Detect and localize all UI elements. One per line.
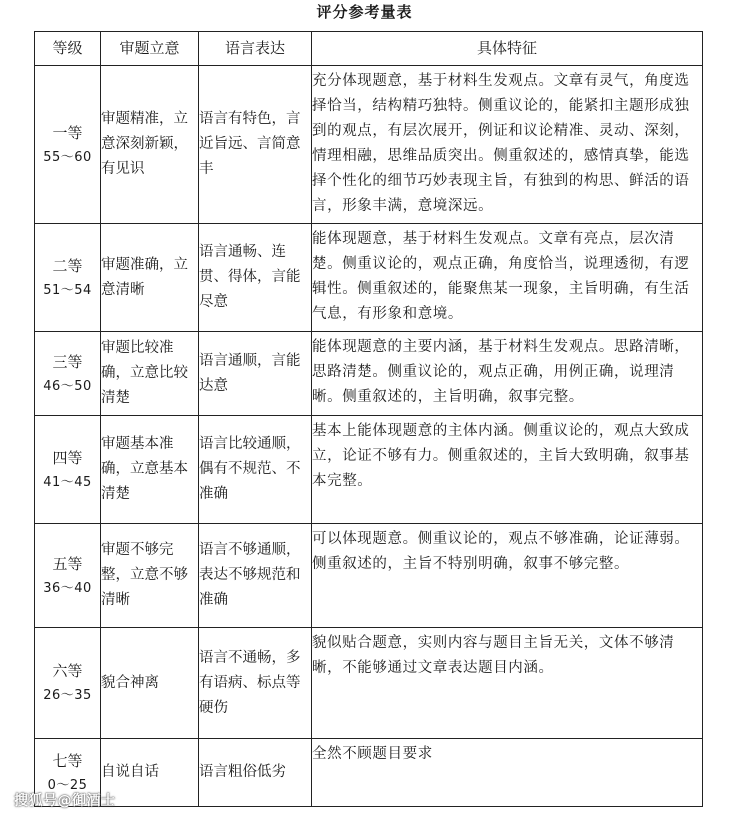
language-cell: 语言通顺，言能达意 <box>199 332 312 416</box>
page-title: 评分参考量表 <box>316 3 413 21</box>
features-cell: 能体现题意的主要内涵，基于材料生发观点。思路清晰，思路清楚。侧重议论的，观点正确，用例正确，说理清晰。侧重叙述的，主旨明确，叙事完整。 <box>312 332 703 416</box>
topic-cell: 审题基本准确，立意基本清楚 <box>101 416 199 524</box>
grade-cell <box>35 524 101 628</box>
table-row <box>35 224 703 332</box>
header-features: 具体特征 <box>312 32 703 66</box>
features-cell: 基本上能体现题意的主体内涵。侧重议论的，观点大致成立，论证不够有力。侧重叙述的，主旨大致明确，叙事基本完整。 <box>312 416 703 524</box>
grade-range: 36～40 <box>43 580 92 596</box>
header-topic: 审题立意 <box>101 32 199 66</box>
features-cell: 能体现题意，基于材料生发观点。文章有亮点，层次清楚。侧重议论的，观点正确，角度恰当，说理透彻，有逻辑性。侧重叙述的，能聚焦某一现象，主旨明确，有生活气息，有形象和意境。 <box>312 224 703 332</box>
grade-cell <box>35 628 101 739</box>
topic-cell: 审题比较准确，立意比较清楚 <box>101 332 199 416</box>
features-cell: 貌似贴合题意，实则内容与题目主旨无关，文体不够清晰，不能够通过文章表达题目内涵。 <box>312 628 703 739</box>
topic-cell: 貌合神离 <box>101 628 199 739</box>
topic-cell: 审题精准，立意深刻新颖，有见识 <box>101 66 199 224</box>
watermark: 搜狐号@御酒士 <box>14 793 116 809</box>
language-cell: 语言比较通顺，偶有不规范、不准确 <box>199 416 312 524</box>
features-cell: 充分体现题意，基于材料生发观点。文章有灵气，角度选择恰当，结构精巧独特。侧重议论的，能紧扣主题形成独到的观点，有层次展开，例证和议论精准、灵动、深刻，情理相融，思维品质突出。侧重叙述的，感情真挚，能选择个性化的细节巧妙表现主旨，有独到的构思、鲜活的语言，形象丰满，意境深远。 <box>312 66 703 224</box>
grade-range: 26～35 <box>43 688 92 703</box>
table-row <box>35 524 703 628</box>
grade-cell <box>35 224 101 332</box>
language-cell: 语言通畅、连贯、得体，言能尽意 <box>199 224 312 332</box>
grade-cell <box>35 416 101 524</box>
language-cell: 语言不够通顺，表达不够规范和准确 <box>199 524 312 628</box>
topic-cell: 审题不够完整，立意不够清晰 <box>101 524 199 628</box>
grade-range: 51～54 <box>43 282 92 298</box>
grade-name: 七等 <box>52 751 83 770</box>
header-language: 语言表达 <box>199 32 312 66</box>
table-row <box>35 332 703 416</box>
grade-range: 46～50 <box>43 378 92 394</box>
grade-cell <box>35 332 101 416</box>
grade-name: 一等 <box>52 123 83 142</box>
language-cell: 语言粗俗低劣 <box>199 739 312 807</box>
table-row <box>35 416 703 524</box>
table-row <box>35 739 703 807</box>
score-table <box>34 31 703 807</box>
table-row <box>35 628 703 739</box>
table-header-row <box>35 32 703 66</box>
language-cell: 语言不通畅，多有语病、标点等硬伤 <box>199 628 312 739</box>
topic-cell: 自说自话 <box>101 739 199 807</box>
topic-cell: 审题准确，立意清晰 <box>101 224 199 332</box>
grade-name: 六等 <box>52 662 83 680</box>
grade-cell <box>35 66 101 224</box>
grade-range: 0～25 <box>47 777 88 793</box>
language-cell: 语言有特色，言近旨远、言简意丰 <box>199 66 312 224</box>
table-row <box>35 66 703 224</box>
grade-range: 55～60 <box>43 149 92 165</box>
features-cell: 全然不顾题目要求 <box>312 739 703 807</box>
grade-name: 五等 <box>52 554 83 573</box>
grade-name: 四等 <box>52 448 83 467</box>
header-grade: 等级 <box>35 32 101 66</box>
grade-range: 41～45 <box>43 474 92 490</box>
grade-name: 三等 <box>52 352 83 371</box>
grade-name: 二等 <box>52 256 83 275</box>
features-cell: 可以体现题意。侧重议论的，观点不够准确，论证薄弱。侧重叙述的，主旨不特别明确，叙事不够完整。 <box>312 524 703 628</box>
